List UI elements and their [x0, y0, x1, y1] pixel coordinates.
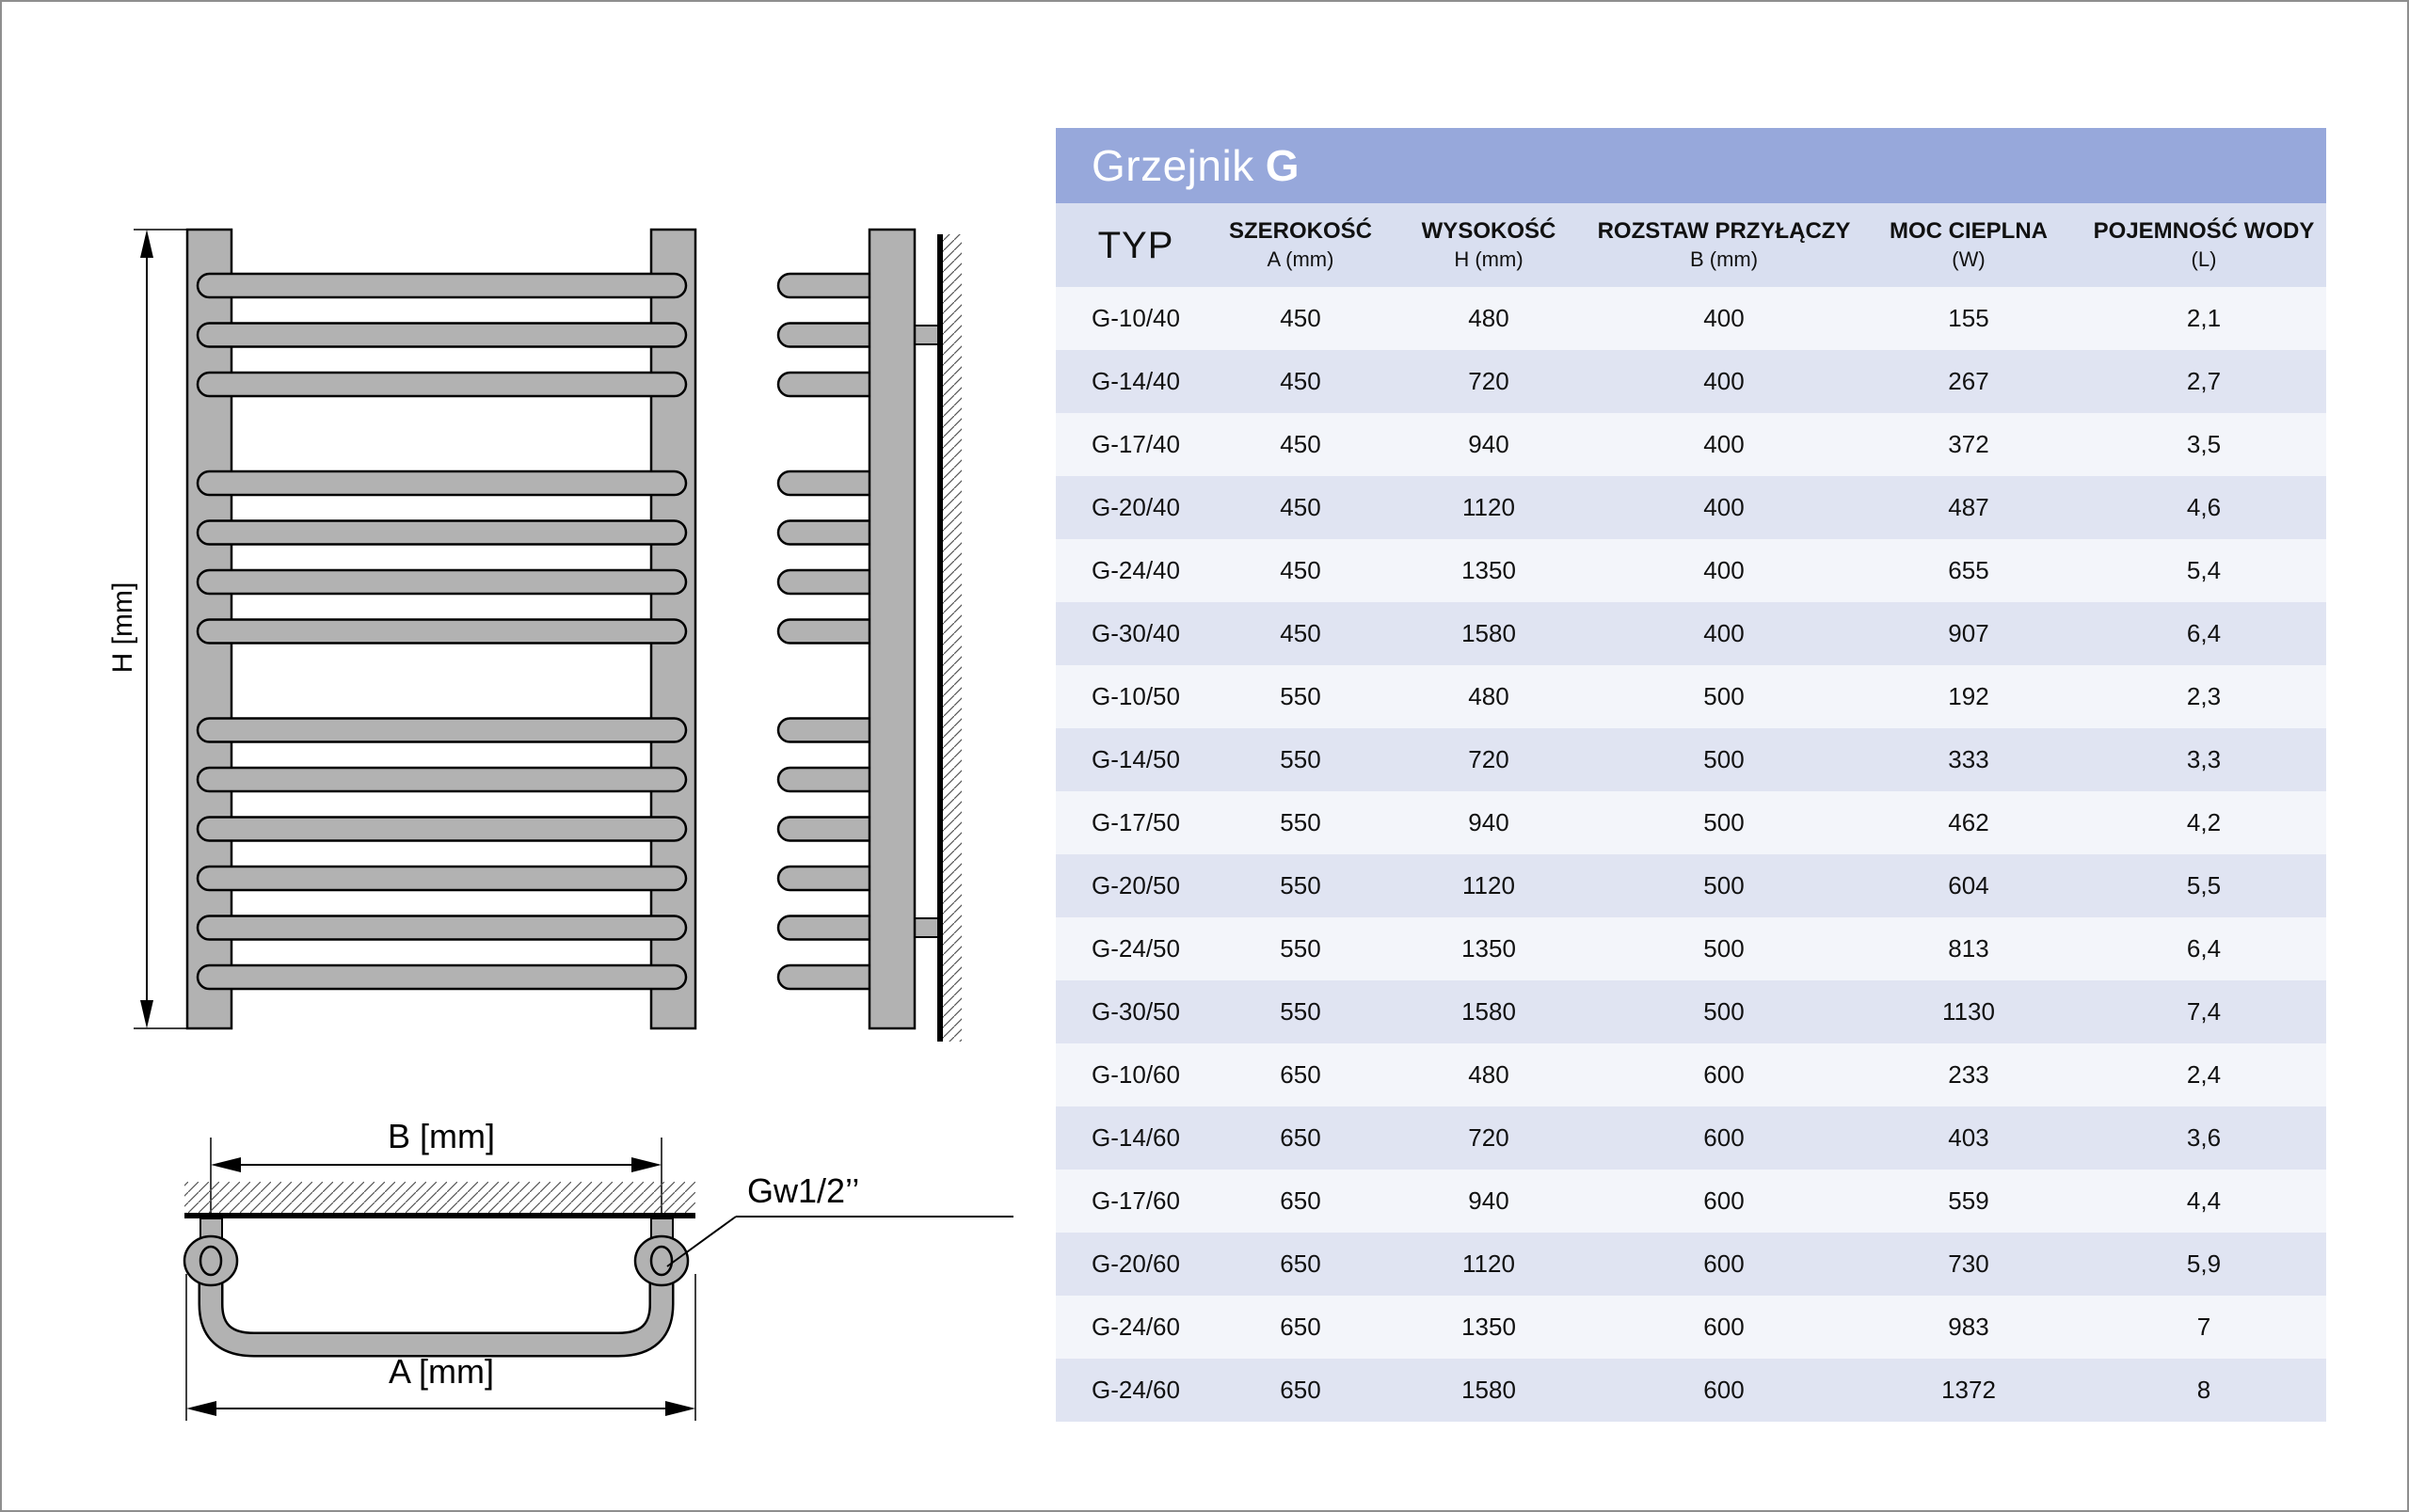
value-cell: 400 [1703, 367, 1745, 395]
value-cell: 550 [1280, 934, 1321, 963]
value-cell: 450 [1280, 430, 1321, 458]
value-cell: 650 [1280, 1313, 1321, 1341]
column-unit-label: (W) [1952, 247, 1986, 271]
b-dimension-label: B [mm] [388, 1117, 495, 1155]
value-cell: 8 [2196, 1376, 2211, 1404]
value-cell: 1130 [1942, 997, 1995, 1026]
value-cell: 650 [1280, 1060, 1321, 1089]
value-cell: 600 [1703, 1313, 1745, 1341]
table-row [1056, 665, 2326, 728]
value-cell: 2,1 [2186, 304, 2222, 332]
type-cell: G-14/50 [1092, 745, 1180, 773]
type-cell: G-24/60 [1092, 1376, 1180, 1404]
value-cell: 600 [1703, 1123, 1745, 1152]
table-row [1056, 854, 2326, 917]
type-cell: G-17/50 [1092, 808, 1180, 836]
value-cell: 267 [1948, 367, 1989, 395]
value-cell: 1580 [1461, 619, 1516, 647]
h-dimension-label: H [mm] [107, 581, 138, 674]
value-cell: 333 [1948, 745, 1989, 773]
value-cell: 813 [1948, 934, 1989, 963]
value-cell: 480 [1468, 304, 1509, 332]
type-cell: G-10/40 [1092, 304, 1180, 332]
table-title-regular: Grzejnik [1092, 141, 1254, 190]
value-cell: 5,9 [2186, 1249, 2222, 1278]
value-cell: 500 [1703, 682, 1745, 710]
value-cell: 720 [1468, 367, 1509, 395]
column-label: SZEROKOŚĆ [1228, 218, 1372, 244]
value-cell: 400 [1703, 304, 1745, 332]
type-cell: G-10/60 [1092, 1060, 1180, 1089]
value-cell: 2,7 [2186, 367, 2222, 395]
value-cell: 1120 [1462, 871, 1515, 899]
column-unit-label: (L) [2191, 247, 2217, 271]
value-cell: 3,6 [2186, 1123, 2222, 1152]
value-cell: 940 [1468, 1186, 1509, 1215]
thread-callout [667, 1171, 1013, 1266]
value-cell: 650 [1280, 1123, 1321, 1152]
value-cell: 604 [1948, 871, 1989, 899]
value-cell: 400 [1703, 493, 1745, 521]
value-cell: 400 [1703, 430, 1745, 458]
front-view [107, 230, 695, 1028]
value-cell: 500 [1703, 745, 1745, 773]
type-cell: G-17/60 [1092, 1186, 1180, 1215]
value-cell: 500 [1703, 808, 1745, 836]
value-cell: 155 [1948, 304, 1989, 332]
value-cell: 450 [1280, 619, 1321, 647]
value-cell: 650 [1280, 1186, 1321, 1215]
table-row [1056, 1170, 2326, 1233]
type-cell: G-10/50 [1092, 682, 1180, 710]
value-cell: 1580 [1461, 997, 1516, 1026]
right-fitting [635, 1236, 688, 1285]
table-row [1056, 980, 2326, 1043]
value-cell: 940 [1468, 808, 1509, 836]
value-cell: 5,4 [2186, 556, 2222, 584]
value-cell: 600 [1703, 1249, 1745, 1278]
type-cell: G-20/60 [1092, 1249, 1180, 1278]
value-cell: 559 [1948, 1186, 1989, 1215]
column-unit-label: A (mm) [1267, 247, 1334, 271]
value-cell: 6,4 [2186, 619, 2222, 647]
side-view [778, 230, 962, 1042]
wall-line [937, 234, 943, 1042]
radiator-technical-drawing [2, 2, 1056, 1512]
plan-rung-tube [211, 1280, 662, 1345]
value-cell: 450 [1280, 493, 1321, 521]
thread-label: Gw1/2’’ [747, 1171, 860, 1210]
value-cell: 450 [1280, 367, 1321, 395]
value-cell: 2,4 [2186, 1060, 2222, 1089]
column-unit-label: H (mm) [1454, 247, 1524, 271]
value-cell: 550 [1280, 682, 1321, 710]
value-cell: 400 [1703, 619, 1745, 647]
table-row [1056, 476, 2326, 539]
type-cell: G-14/60 [1092, 1123, 1180, 1152]
column-header-5 [2082, 203, 2326, 287]
value-cell: 500 [1703, 934, 1745, 963]
value-cell: 550 [1280, 745, 1321, 773]
table-row [1056, 791, 2326, 854]
table-row [1056, 917, 2326, 980]
value-cell: 720 [1468, 745, 1509, 773]
a-dimension-label: A [mm] [388, 1352, 495, 1391]
type-cell: G-14/40 [1092, 367, 1180, 395]
left-fitting [184, 1236, 237, 1285]
column-header-0 [1056, 203, 1216, 287]
value-cell: 600 [1703, 1186, 1745, 1215]
table-row [1056, 1043, 2326, 1106]
type-cell: G-30/40 [1092, 619, 1180, 647]
value-cell: 3,3 [2186, 745, 2222, 773]
value-cell: 500 [1703, 997, 1745, 1026]
table-body [1056, 287, 2326, 1422]
value-cell: 3,5 [2186, 430, 2222, 458]
value-cell: 400 [1703, 556, 1745, 584]
table-row [1056, 1233, 2326, 1296]
value-cell: 1120 [1462, 1249, 1515, 1278]
table-row [1056, 287, 2326, 350]
value-cell: 403 [1948, 1123, 1989, 1152]
table-row [1056, 413, 2326, 476]
value-cell: 600 [1703, 1376, 1745, 1404]
type-cell: G-30/50 [1092, 997, 1180, 1026]
value-cell: 730 [1948, 1249, 1989, 1278]
table-title-bold: G [1265, 141, 1300, 190]
value-cell: 4,2 [2186, 808, 2222, 836]
table-row [1056, 1106, 2326, 1170]
column-unit-label: B (mm) [1689, 247, 1759, 271]
value-cell: 1350 [1461, 1313, 1516, 1341]
value-cell: 480 [1468, 1060, 1509, 1089]
value-cell: 1120 [1462, 493, 1515, 521]
front-rungs [198, 274, 686, 989]
value-cell: 7,4 [2186, 997, 2222, 1026]
value-cell: 450 [1280, 304, 1321, 332]
column-header-1 [1216, 203, 1385, 287]
value-cell: 1350 [1461, 934, 1516, 963]
value-cell: 6,4 [2186, 934, 2222, 963]
wall-hatching [943, 234, 962, 1042]
value-cell: 650 [1280, 1376, 1321, 1404]
value-cell: 940 [1468, 430, 1509, 458]
type-cell: G-20/50 [1092, 871, 1180, 899]
table-row [1056, 602, 2326, 665]
table-row [1056, 350, 2326, 413]
type-cell: G-24/50 [1092, 934, 1180, 963]
type-cell: G-20/40 [1092, 493, 1180, 521]
table-row [1056, 1296, 2326, 1359]
value-cell: 655 [1948, 556, 1989, 584]
type-cell: G-24/60 [1092, 1313, 1180, 1341]
column-header-2 [1385, 203, 1592, 287]
value-cell: 500 [1703, 871, 1745, 899]
table-title [1056, 128, 2326, 203]
type-cell: G-24/40 [1092, 556, 1180, 584]
column-label: ROZSTAW PRZYŁĄCZY [1597, 218, 1851, 244]
plan-wall-line [184, 1213, 695, 1218]
column-label: TYP [1097, 224, 1174, 266]
side-collector [869, 230, 915, 1028]
value-cell: 600 [1703, 1060, 1745, 1089]
value-cell: 462 [1948, 808, 1989, 836]
plan-view [184, 1117, 1013, 1421]
column-label: POJEMNOŚĆ WODY [2093, 218, 2315, 244]
table-row [1056, 728, 2326, 791]
value-cell: 5,5 [2186, 871, 2222, 899]
value-cell: 1372 [1941, 1376, 1996, 1404]
value-cell: 2,3 [2186, 682, 2222, 710]
value-cell: 480 [1468, 682, 1509, 710]
column-label: WYSOKOŚĆ [1421, 218, 1556, 244]
table-row [1056, 539, 2326, 602]
value-cell: 550 [1280, 808, 1321, 836]
column-header-3 [1592, 203, 1856, 287]
value-cell: 4,4 [2186, 1186, 2222, 1215]
value-cell: 487 [1948, 493, 1989, 521]
value-cell: 450 [1280, 556, 1321, 584]
h-dimension [107, 230, 190, 1028]
column-label: MOC CIEPLNA [1890, 218, 2048, 244]
column-header-4 [1856, 203, 2082, 287]
value-cell: 907 [1948, 619, 1989, 647]
value-cell: 1580 [1461, 1376, 1516, 1404]
value-cell: 372 [1948, 430, 1989, 458]
value-cell: 983 [1948, 1313, 1989, 1341]
table-header-row [1056, 203, 2326, 287]
value-cell: 550 [1280, 871, 1321, 899]
value-cell: 7 [2196, 1313, 2211, 1341]
value-cell: 720 [1468, 1123, 1509, 1152]
spec-table [1056, 128, 2326, 1422]
value-cell: 4,6 [2186, 493, 2222, 521]
type-cell: G-17/40 [1092, 430, 1180, 458]
value-cell: 192 [1948, 682, 1989, 710]
value-cell: 1350 [1461, 556, 1516, 584]
table-row [1056, 1359, 2326, 1422]
value-cell: 233 [1948, 1060, 1989, 1089]
value-cell: 650 [1280, 1249, 1321, 1278]
plan-wall-hatching [184, 1182, 695, 1213]
value-cell: 550 [1280, 997, 1321, 1026]
